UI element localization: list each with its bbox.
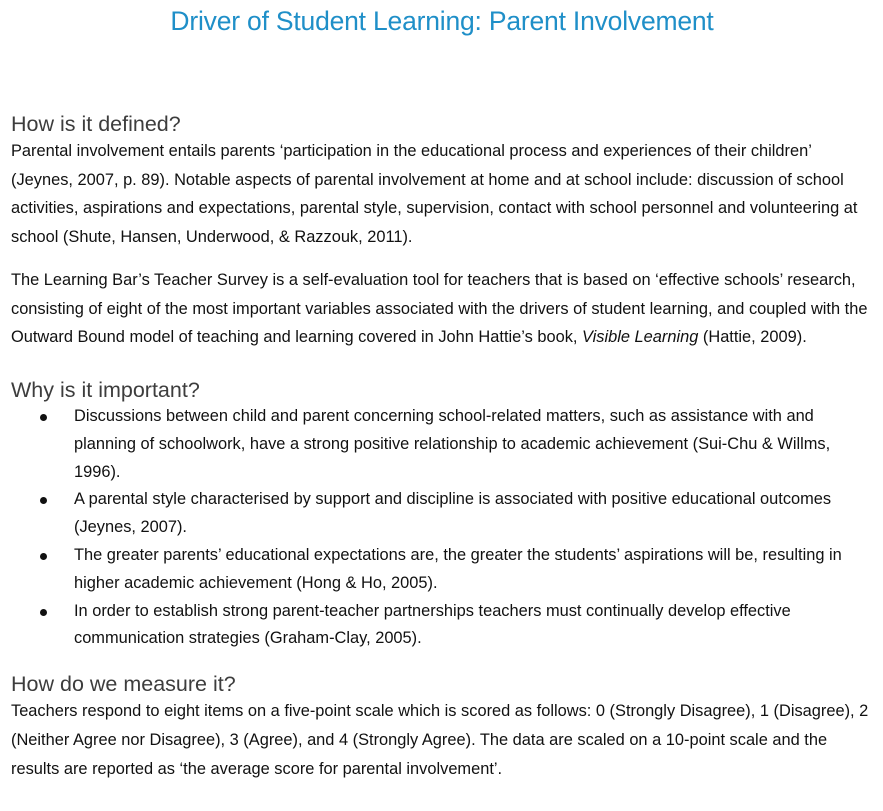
bullet-item [11, 542, 873, 598]
document-page [11, 0, 873, 783]
bullet-dot-icon [40, 553, 47, 560]
bullet-text: In order to establish strong parent-teacher partnerships teachers must continually develop effective communication strategies (Graham-Clay, 2005). [74, 601, 791, 648]
definition-paragraph: Parental involvement entails parents ‘participation in the educational process and experiences of their children’ (Jeynes, 2007, p. 89). Notable aspects of parental involvement at home and at school include: discussion of school activities, aspirations and expectations, parental style, supervision, contact with school personnel and volunteering at school (Shute, Hansen, Underwood, & Razzouk, 2011). [11, 142, 858, 247]
heading-how-measure: How do we measure it? [11, 672, 236, 697]
bullet-text: A parental style characterised by support and discipline is associated with positive educational outcomes (Jeynes, 2007). [74, 490, 832, 537]
teacher-survey-text: The Learning Bar’s Teacher Survey is a self-evaluation tool for teachers that is based on ‘effective schools’ research, consisting of eight of the most important variables associated with the drivers of student learning, and coupled with the Outward Bound model of teaching and learning covered in John Hattie’s book, [11, 270, 868, 347]
bullet-item [11, 598, 873, 654]
heading-why-important: Why is it important? [11, 377, 200, 402]
bullet-text: Discussions between child and parent concerning school-related matters, such as assistance with and planning of schoolwork, have a strong positive relationship to academic achievement (Sui-Chu & Willms, 1996). [74, 406, 831, 481]
bullet-dot-icon [40, 414, 47, 421]
teacher-survey-citation: (Hattie, 2009). [698, 328, 807, 347]
bullet-item [11, 486, 873, 542]
bullet-dot-icon [40, 497, 47, 504]
teacher-survey-paragraph [11, 266, 873, 352]
bullet-text: The greater parents’ educational expectations are, the greater the students’ aspirations will be, resulting in higher academic achievement (Hong & Ho, 2005). [74, 545, 842, 592]
bullet-dot-icon [40, 609, 47, 616]
document-title: Driver of Student Learning: Parent Involvement [170, 6, 714, 36]
bullet-item [11, 403, 873, 486]
measurement-paragraph: Teachers respond to eight items on a five-point scale which is scored as follows: 0 (Strongly Disagree), 1 (Disagree), 2 (Neither Agree nor Disagree), 3 (Agree), and 4 (Strongly Agree). The data are scaled on a 10-point scale and the results are reported as ‘the average score for parental involvement’. [11, 702, 869, 778]
heading-how-defined: How is it defined? [11, 112, 181, 136]
book-title-visible-learning: Visible Learning [582, 328, 699, 347]
importance-bullet-list [11, 403, 873, 653]
